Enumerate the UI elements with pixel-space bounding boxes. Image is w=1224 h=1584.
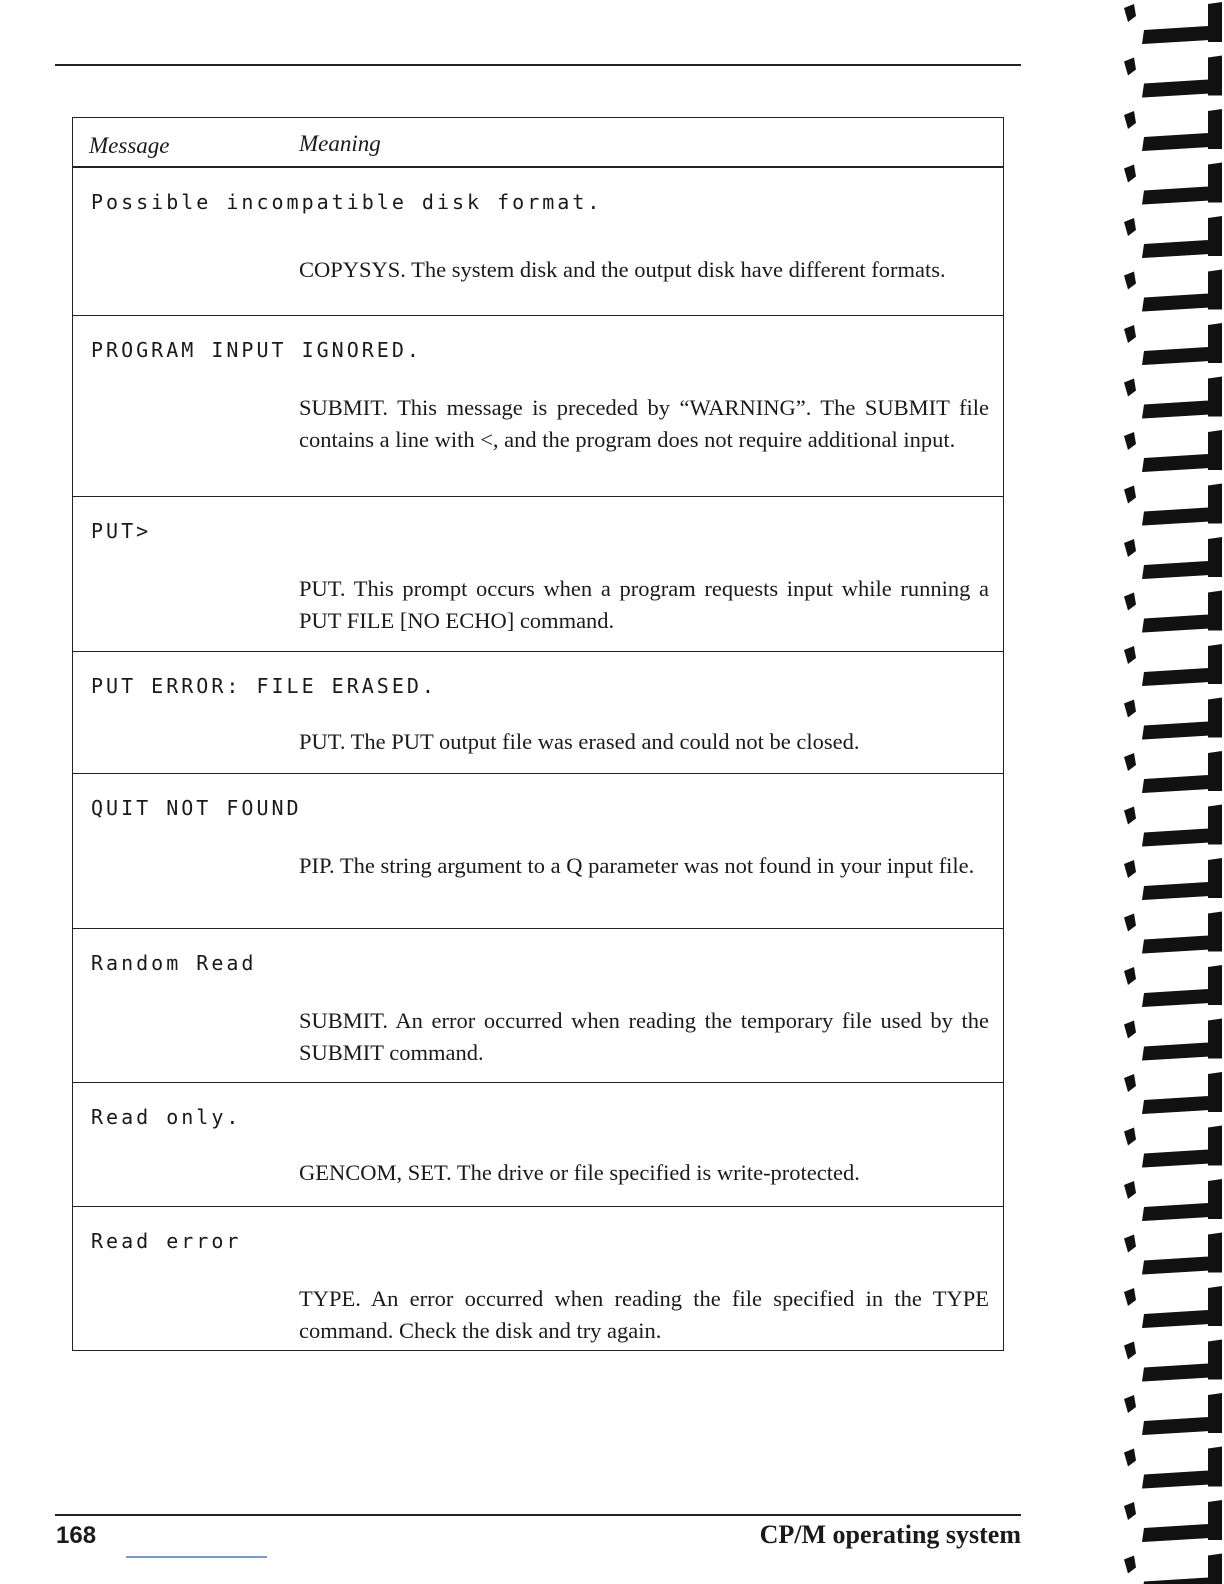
message-table — [72, 117, 1004, 1351]
message-meaning: GENCOM, SET. The drive or file specified is write-protected. — [299, 1160, 860, 1185]
thumb-mark — [1124, 1447, 1222, 1489]
thumb-mark — [1124, 1340, 1222, 1382]
table-row — [73, 1207, 1003, 1350]
message-meaning: SUBMIT. This message is preceded by “WARNING”. The SUBMIT file contains a line with <, and the program does not require additional input. — [299, 395, 989, 452]
thumb-mark — [1124, 1019, 1222, 1061]
thumb-mark — [1124, 858, 1222, 900]
header-meaning: Meaning — [299, 131, 381, 156]
table-row — [73, 774, 1003, 929]
message-meaning: PIP. The string argument to a Q parameter was not found in your input file. — [299, 853, 975, 878]
message-code: PUT ERROR: FILE ERASED. — [91, 674, 437, 698]
table-row — [73, 497, 1003, 652]
thumb-mark — [1124, 1179, 1222, 1221]
message-meaning: PUT. This prompt occurs when a program requests input while running a PUT FILE [NO ECHO] command. — [299, 576, 989, 633]
footer-rule — [55, 1514, 1021, 1516]
thumb-mark — [1124, 537, 1222, 579]
thumb-mark — [1124, 56, 1222, 98]
thumb-mark — [1124, 751, 1222, 793]
message-code: Read only. — [91, 1105, 242, 1129]
thumb-mark — [1124, 216, 1222, 258]
top-rule — [55, 64, 1021, 66]
thumb-mark — [1124, 1500, 1222, 1542]
thumb-mark — [1124, 912, 1222, 954]
table-row — [73, 929, 1003, 1083]
thumb-mark — [1124, 163, 1222, 205]
thumb-mark — [1124, 109, 1222, 151]
thumb-mark — [1124, 377, 1222, 419]
table-row — [73, 316, 1003, 497]
table-row — [73, 168, 1003, 316]
message-code: Random Read — [91, 951, 257, 975]
message-code: Possible incompatible disk format. — [91, 190, 603, 214]
message-code: QUIT NOT FOUND — [91, 796, 302, 820]
page-number: 168 — [56, 1522, 97, 1549]
thumb-mark — [1124, 644, 1222, 686]
message-code: PROGRAM INPUT IGNORED. — [91, 338, 422, 362]
thumb-mark — [1124, 430, 1222, 472]
thumb-mark — [1124, 698, 1222, 740]
thumb-index-marks — [1122, 0, 1224, 1584]
message-meaning: SUBMIT. An error occurred when reading the temporary file used by the SUBMIT command. — [299, 1008, 989, 1065]
message-code: PUT> — [91, 519, 152, 543]
thumb-mark — [1124, 323, 1222, 365]
table-row — [73, 652, 1003, 774]
message-meaning: PUT. The PUT output file was erased and could not be closed. — [299, 729, 860, 754]
running-title: CP/M operating system — [759, 1520, 1021, 1549]
thumb-mark — [1124, 1554, 1222, 1584]
thumb-mark — [1124, 2, 1222, 44]
thumb-mark — [1124, 1233, 1222, 1275]
blue-underline — [126, 1556, 267, 1558]
table-row — [73, 1083, 1003, 1207]
thumb-mark — [1124, 270, 1222, 312]
thumb-mark — [1124, 1126, 1222, 1168]
thumb-mark — [1124, 484, 1222, 526]
thumb-mark — [1124, 591, 1222, 633]
header-message: Message — [89, 133, 170, 158]
thumb-mark — [1124, 965, 1222, 1007]
message-meaning: TYPE. An error occurred when reading the file specified in the TYPE command. Check the disk and try again. — [299, 1286, 989, 1343]
table-header — [73, 118, 1003, 168]
thumb-mark — [1124, 1072, 1222, 1114]
message-meaning: COPYSYS. The system disk and the output disk have different formats. — [299, 257, 946, 282]
thumb-mark — [1124, 805, 1222, 847]
thumb-mark — [1124, 1286, 1222, 1328]
thumb-mark — [1124, 1393, 1222, 1435]
message-code: Read error — [91, 1229, 242, 1253]
